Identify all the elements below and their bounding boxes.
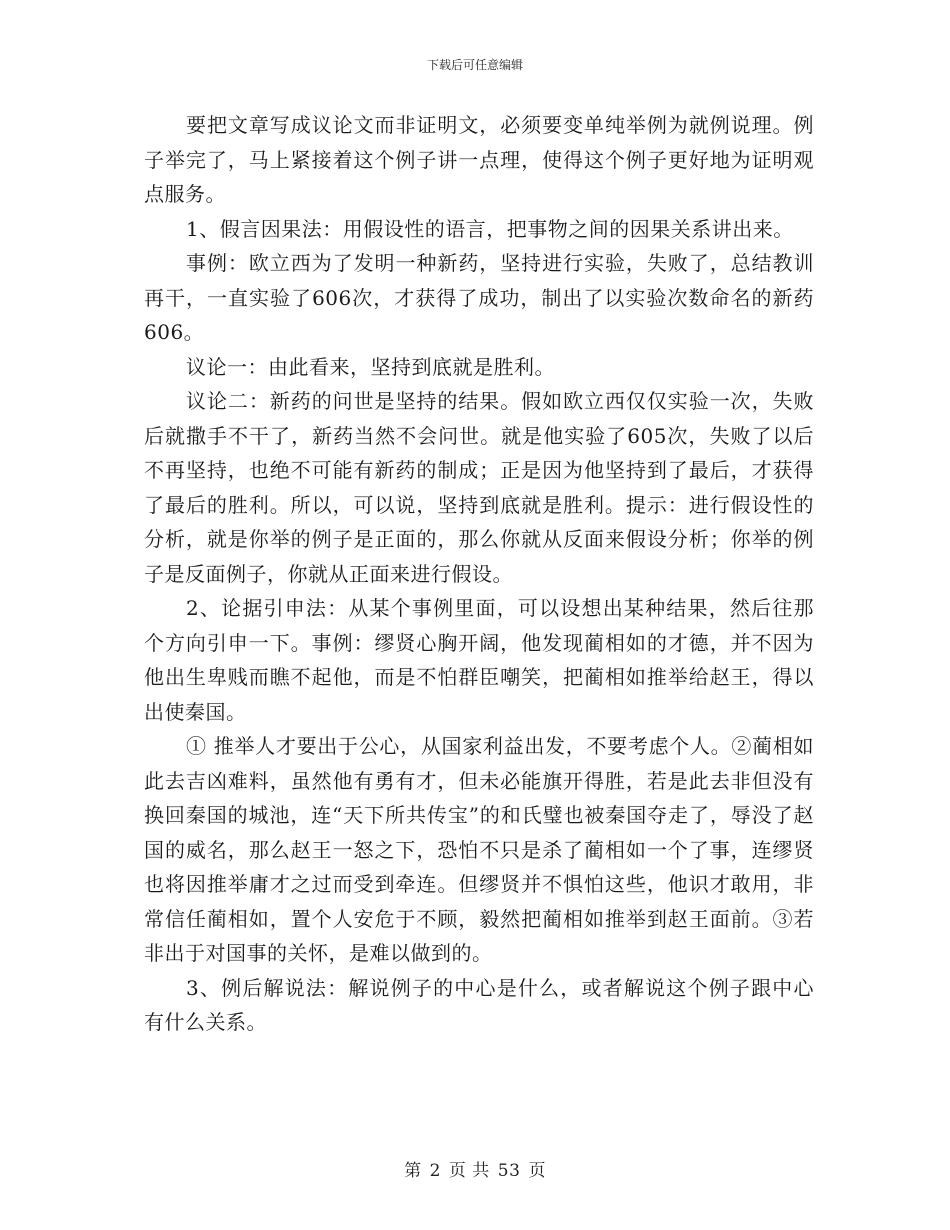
paragraph-method-1: 1、假言因果法：用假设性的语言，把事物之间的因果关系讲出来。: [186, 216, 794, 241]
page-footer: [0, 1156, 950, 1181]
paragraph-example-1: 事例：欧立西为了发明一种新药，坚持进行实验，失败了，总结教训再干，一直实验了606次，才获得了成功，制出了以实验次数命名的新药606。: [144, 251, 814, 344]
paragraph-method-2: 2、论据引申法：从某个事例里面，可以设想出某种结果，然后往那个方向引申一下。事例：缪贤心胸开阔，他发现蔺相如的才德，并不因为他出生卑贱而瞧不起他，而是不怕群臣嘲笑，把蔺相如推举给赵王，得以出使秦国。: [144, 596, 814, 724]
footer-suffix: 页: [528, 1161, 546, 1181]
page-header: 下载后可任意编辑: [426, 58, 523, 72]
paragraph-discussion-1: 议论一：由此看来，坚持到底就是胜利。: [186, 354, 555, 379]
footer-middle: 页 共: [448, 1161, 490, 1181]
paragraph-intro: 要把文章写成议论文而非证明文，必须要变单纯举例为就例说理。例子举完了，马上紧接着这个例子讲一点理，使得这个例子更好地为证明观点服务。: [144, 113, 814, 206]
paragraph-analysis: ① 推举人才要出于公心，从国家利益出发，不要考虑个人。②蔺相如此去吉凶难料，虽然他有勇有才，但未必能旗开得胜，若是此去非但没有换回秦国的城池，连“天下所共传宝”的和氏璧也被秦国夺走了，辱没了赵国的威名，那么赵王一怒之下，恐怕不只是杀了蔺相如一个了事，连缪贤也将因推举庸才之过而受到牵连。但缪贤并不惧怕这些，他识才敢用，非常信任蔺相如，置个人安危于不顾，毅然把蔺相如推举到赵王面前。③若非出于对国事的关怀，是难以做到的。: [144, 734, 814, 965]
paragraph-method-3: 3、例后解说法：解说例子的中心是什么，或者解说这个例子跟中心有什么关系。: [144, 975, 814, 1034]
paragraph-discussion-2: 议论二：新药的问世是坚持的结果。假如欧立西仅仅实验一次，失败后就撒手不干了，新药当然不会问世。就是他实验了605次，失败了以后不再坚持，也绝不可能有新药的制成；正是因为他坚持到了最后，才获得了最后的胜利。所以，可以说，坚持到底就是胜利。提示：进行假设性的分析，就是你举的例子是正面的，那么你就从反面来假设分析；你举的例子是反面例子，你就从正面来进行假设。: [144, 389, 814, 586]
footer-prefix: 第: [404, 1161, 422, 1181]
page-number: 2: [429, 1161, 441, 1181]
total-pages: 53: [497, 1161, 521, 1181]
document-body: [144, 108, 814, 1040]
